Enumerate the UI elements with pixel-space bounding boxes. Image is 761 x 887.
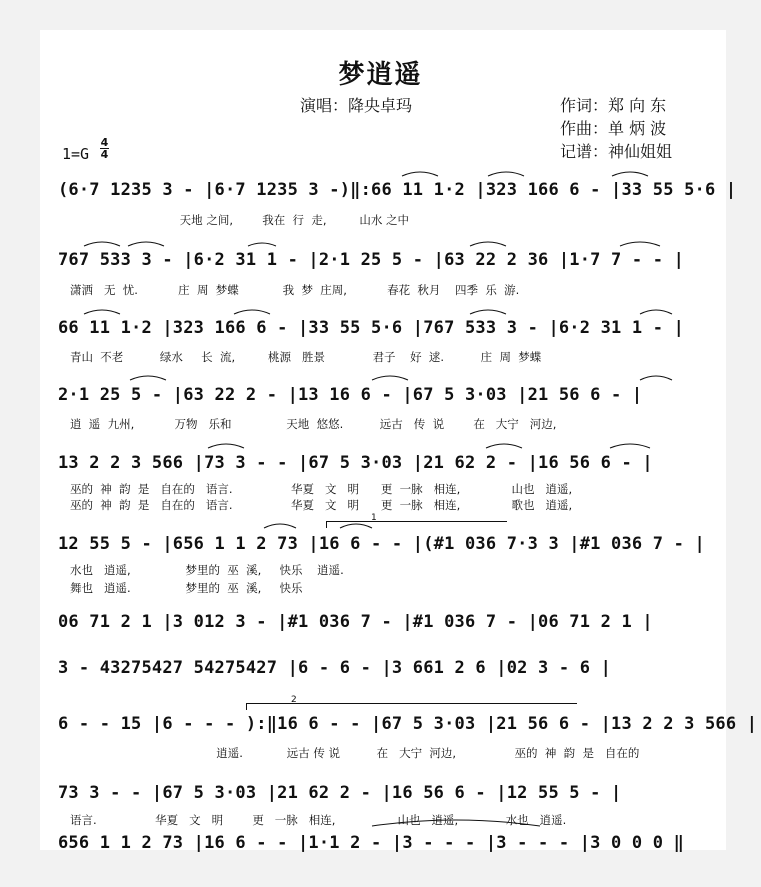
lyric-row-3: 青山 不老 绿水 长 流, 桃源 胜景 君子 好 逑. 庄 周 梦蝶 (70, 350, 542, 364)
score-row-2: 767 533 3 - |6·2 31 1 - |2·1 25 5 - |63 22 2 36 |1·7 7 - - | (58, 250, 685, 270)
lyric-row-6a: 水也 逍遥, 梦里的 巫 溪, 快乐 逍遥. (70, 563, 344, 577)
lyric-row-1: 天地 之间, 我在 行 走, 山水 之中 (70, 213, 410, 227)
lyric-row-6b: 舞也 逍遥. 梦里的 巫 溪, 快乐 (70, 581, 303, 595)
volta-2-label: 2 (291, 695, 297, 705)
score-row-1: (6·7 1235 3 - |6·7 1235 3 -)‖:66 11 1·2 |323 166 6 - |33 55 5·6 | (58, 180, 737, 200)
lyric-row-10: 语言. 华夏 文 明 更 一脉 相连, 山也 逍遥, 水也 逍遥. (70, 813, 567, 827)
lyric-row-9: 逍遥. 远古 传 说 在 大宁 河边, 巫的 神 韵 是 自在的 (70, 746, 640, 760)
score-row-11: 656 1 1 2 73 |16 6 - - |1·1 2 - |3 - - - |3 - - - |3 0 0 0 ‖ (58, 833, 685, 853)
score-row-8: 3 - 43275427 54275427 |6 - 6 - |3 661 2 6 |02 3 - 6 | (58, 658, 612, 678)
score-row-4: 2·1 25 5 - |63 22 2 - |13 16 6 - |67 5 3·03 |21 56 6 - | (58, 385, 643, 405)
time-signature (100, 137, 109, 160)
lyricist-credit: 作词：郑 向 东 (560, 96, 667, 115)
volta-1-label: 1 (371, 513, 377, 523)
composer-credit: 作曲：单 炳 波 (560, 119, 667, 138)
key-signature: 1=G (62, 145, 90, 163)
lyric-row-4: 逍 遥 九州, 万物 乐和 天地 悠悠. 远古 传 说 在 大宁 河边, (70, 417, 557, 431)
meter-top: 4 (100, 136, 109, 149)
meter-bottom: 4 (100, 148, 109, 161)
lyric-row-5a: 巫的 神 韵 是 自在的 语言. 华夏 文 明 更 一脉 相连, 山也 逍遥, (70, 482, 573, 496)
lyric-row-2: 潇洒 无 忧. 庄 周 梦蝶 我 梦 庄周, 春花 秋月 四季 乐 游. (70, 283, 520, 297)
volta-bracket-2 (246, 695, 577, 710)
singer-credit: 演唱：降央卓玛 (300, 96, 413, 115)
score-row-5: 13 2 2 3 566 |73 3 - - |67 5 3·03 |21 62 2 - |16 56 6 - | (58, 453, 653, 473)
transcriber-credit: 记谱：神仙姐姐 (560, 142, 673, 161)
song-title: 梦逍遥 (338, 60, 423, 90)
score-row-10: 73 3 - - |67 5 3·03 |21 62 2 - |16 56 6 - |12 55 5 - | (58, 783, 622, 803)
score-row-3: 66 11 1·2 |323 166 6 - |33 55 5·6 |767 533 3 - |6·2 31 1 - | (58, 318, 685, 338)
score-row-9: 6 - - 15 |6 - - - ):‖16 6 - - |67 5 3·03 |21 56 6 - |13 2 2 3 566 | (58, 714, 758, 734)
score-row-6: 12 55 5 - |656 1 1 2 73 |16 6 - - |(#1 036 7·3 3 |#1 036 7 - | (58, 534, 705, 554)
score-row-7: 06 71 2 1 |3 012 3 - |#1 036 7 - |#1 036 7 - |06 71 2 1 | (58, 612, 653, 632)
volta-bracket-1 (326, 513, 507, 528)
lyric-row-5b: 巫的 神 韵 是 自在的 语言. 华夏 文 明 更 一脉 相连, 歌也 逍遥, (70, 498, 573, 512)
